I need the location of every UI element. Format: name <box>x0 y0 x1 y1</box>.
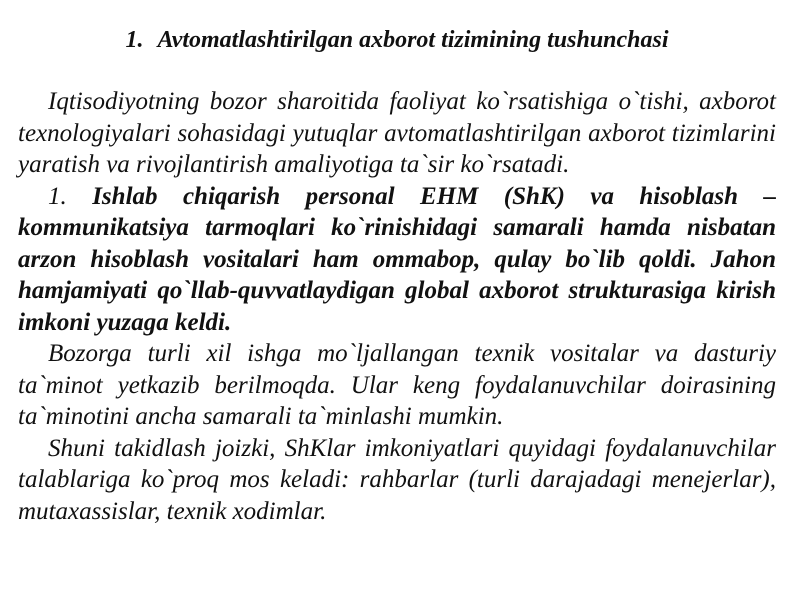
paragraph-intro: Iqtisodiyotning bozor sharoitida faoliyat ko`rsatishiga o`tishi, axborot texnologiyalari sohasidagi yutuqlar avtomatlashtirilgan axborot tizimlarini yaratish va rivojlantirish amaliyotiga ta`sir ko`rsatadi. <box>18 88 776 178</box>
item-1-number: 1. <box>48 182 67 210</box>
paragraph-item-1 <box>18 181 776 339</box>
section-number: 1. <box>125 27 144 53</box>
item-1-bold-text: Ishlab chiqarish personal EHM (ShK) va hisoblash – kommunikatsiya tarmoqlari ko`rinishidagi samarali hamda nisbatan arzon hisoblash vositalari ham ommabop, qulay bo`lib qoldi. Jahon hamjamiyati qo`llab-quvvatlaydigan global axborot strukturasiga kirish imkoni yuzaga keldi. <box>18 182 777 336</box>
section-heading <box>18 24 776 56</box>
section-title: Avtomatlashtirilgan axborot tizimining tushunchasi <box>157 27 669 53</box>
paragraph-market: Bozorga turli xil ishga mo`ljallangan texnik vositalar va dasturiy ta`minot yetkazib berilmoqda. Ular keng foydalanuvchilar doirasining ta`minotini ancha samarali ta`minlashi mumkin. <box>18 340 776 430</box>
paragraph-note: Shuni takidlash joizki, ShKlar imkoniyatlari quyidagi foydalanuvchilar talablariga ko`proq mos keladi: rahbarlar (turli darajadagi menejerlar), mutaxassislar, texnik xodimlar. <box>18 434 776 525</box>
document-page <box>18 24 776 527</box>
